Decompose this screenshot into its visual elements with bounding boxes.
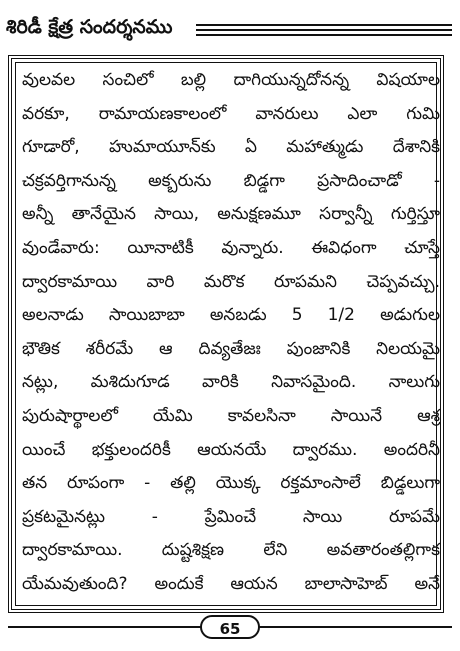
body-text [22, 64, 440, 602]
text-line: పురుషార్థాలలో యేమి కావలసినా సాయినే ఆశ్ర [22, 405, 440, 426]
text-line: నట్లు, మశిదుగూడ వారికి నివాసమైంది. నాలుగు [22, 372, 440, 393]
text-line: చక్రవర్తిగానున్న అక్బరును బిడ్డగా ప్రసాదించాడో - [22, 170, 440, 191]
header-rule-line [196, 24, 452, 26]
header-rule-line [196, 34, 452, 36]
text-line: ద్వారకామాయి వారి మరొక రూపమని చెప్పవచ్చు. [22, 271, 440, 292]
text-line: యేమవుతుంది? అందుకే ఆయన బాలాసాహెబ్ అనే [22, 573, 440, 594]
page-number: 65 [200, 615, 260, 639]
text-line: భౌతిక శరీరమే ఆ దివ్యతేజః పుంజానికి నిలయమై [22, 338, 440, 359]
text-line: గూడారో, హుమాయూన్‌కు ఏ మహాత్ముడు దేశానికి [22, 137, 440, 158]
text-line: అలనాడు సాయిబాబా అనబడు 5 1/2 అడుగుల [22, 305, 440, 326]
text-line: వరకూ, రామాయణకాలంలో వానరులు ఎలా గుమి [22, 103, 440, 124]
page-header [6, 10, 452, 50]
text-line: అన్నీ తానేయైన సాయి, అనుక్షణమూ సర్వాన్నీ గుర్తిస్తూ [22, 204, 440, 225]
page-footer [0, 615, 460, 645]
header-rule-line [196, 29, 452, 31]
text-line: ద్వారకామాయి. దుష్టశిక్షణ లేని అవతారంతల్లిగాక [22, 540, 440, 561]
text-line: వుండేవారు: యీనాటికీ వున్నారు. ఈవిధంగా చూస్తే [22, 237, 440, 258]
chapter-title: శిరిడీ క్షేత్ర సందర్శనము [6, 14, 176, 40]
text-line: తన రూపంగా - తల్లి యొక్క రక్తమాంసాలే బిడ్డలుగా [22, 473, 440, 494]
header-rules [196, 24, 452, 38]
text-line: వులవల సంచిలో బల్లి దాగియున్నదోనన్న విషయాల [22, 70, 440, 90]
text-line: ప్రకటమైనట్లు - ప్రేమించే సాయి రూపమే [22, 506, 440, 527]
text-line: యించే భక్తులందరికీ ఆయనయే ద్వారము. అందరినీ [22, 439, 440, 460]
